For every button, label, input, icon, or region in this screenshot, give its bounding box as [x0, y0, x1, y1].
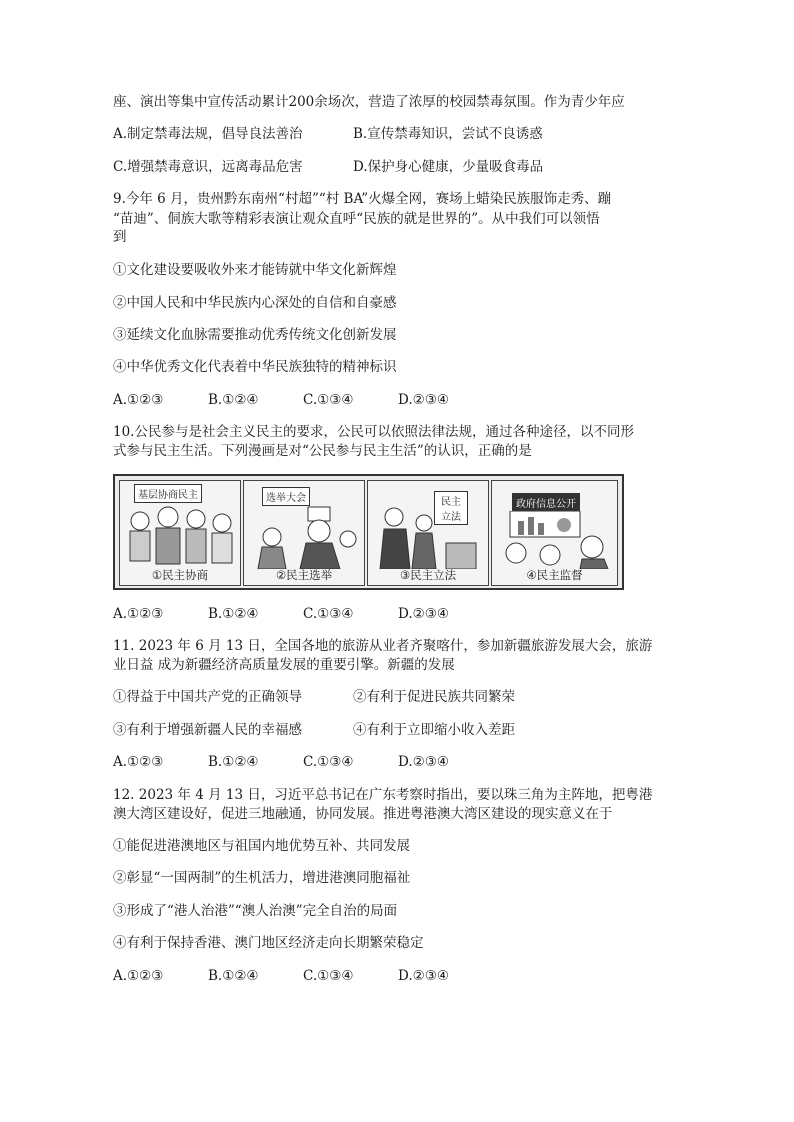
- q10-option-d[interactable]: D.②③④: [398, 606, 449, 622]
- q10-stem-line1: 10.公民参与是社会主义民主的要求，公民可以依照法律法规，通过各种途径，以不同形: [113, 424, 634, 440]
- q12-statement-2: ②彰显“一国两制”的生机活力，增进港澳同胞福祉: [113, 870, 411, 886]
- q8-option-b[interactable]: B.宣传禁毒知识，尝试不良诱惑: [353, 126, 543, 142]
- q11-stem-line1: 11. 2023 年 6 月 13 日，全国各地的旅游从业者齐聚喀什，参加新疆旅游发展大会，旅游: [113, 638, 653, 654]
- comic-panel-3: [367, 480, 489, 586]
- q12-option-d[interactable]: D.②③④: [398, 968, 449, 984]
- comic-figures-3: [372, 503, 484, 569]
- q9-stem-line1: 9.今年 6 月，贵州黔东南州“村超”“村 BA”火爆全网，赛场上蜡染民族服饰走秀、蹦: [113, 191, 612, 207]
- q12-stem-line2: 澳大湾区建设好，促进三地融通，协同发展。推进粤港澳大湾区建设的现实意义在于: [113, 806, 613, 822]
- comic-sign-1: 基层协商民主: [134, 484, 202, 503]
- comic-panel-2: [243, 480, 365, 586]
- comic-caption-3: ③民主立法: [399, 568, 457, 582]
- q10-stem-line2: 式参与民主生活。下列漫画是对“公民参与民主生活”的认识，正确的是: [113, 443, 532, 459]
- q9-option-a[interactable]: A.①②③: [113, 392, 164, 408]
- comic-sign-3: 民主立法: [434, 491, 468, 525]
- q12-option-b[interactable]: B.①②④: [208, 968, 259, 984]
- q9-option-c[interactable]: C.①③④: [303, 392, 354, 408]
- q9-statement-3: ③延续文化血脉需要推动优秀传统文化创新发展: [113, 327, 397, 343]
- q11-statement-4: ④有利于立即缩小收入差距: [353, 722, 515, 738]
- q9-stem-line3: 到: [113, 229, 127, 245]
- q11-statement-3: ③有利于增强新疆人民的幸福感: [113, 722, 302, 738]
- q12-option-a[interactable]: A.①②③: [113, 968, 164, 984]
- q12-statement-4: ④有利于保持香港、澳门地区经济走向长期繁荣稳定: [113, 935, 424, 951]
- q11-option-a[interactable]: A.①②③: [113, 754, 164, 770]
- q9-statement-2: ②中国人民和中华民族内心深处的自信和自豪感: [113, 295, 397, 311]
- comic-panel-4: [491, 480, 618, 586]
- q8-option-a[interactable]: A.制定禁毒法规，倡导良法善治: [113, 126, 303, 142]
- comic-caption-4: ④民主监督: [526, 568, 583, 582]
- q11-option-d[interactable]: D.②③④: [398, 754, 449, 770]
- q9-stem-line2: “苗迪”、侗族大歌等精彩表演让观众直呼“民族的就是世界的”。从中我们可以领悟: [113, 211, 600, 227]
- q11-statement-1: ①得益于中国共产党的正确领导: [113, 689, 302, 705]
- q10-option-a[interactable]: A.①②③: [113, 606, 164, 622]
- comic-sign-2: 选举大会: [262, 487, 310, 506]
- q12-statement-1: ①能促进港澳地区与祖国内地优势互补、共同发展: [113, 838, 410, 854]
- comic-caption-2: ②民主选举: [275, 568, 333, 582]
- q10-option-b[interactable]: B.①②④: [208, 606, 259, 622]
- q11-stem-line2: 业日益 成为新疆经济高质量发展的重要引擎。新疆的发展: [113, 657, 455, 673]
- comic-panel-1: [119, 480, 241, 586]
- q9-statement-4: ④中华优秀文化代表着中华民族独特的精神标识: [113, 359, 397, 375]
- q8-option-c[interactable]: C.增强禁毒意识，远离毒品危害: [113, 159, 303, 175]
- q11-statement-2: ②有利于促进民族共同繁荣: [353, 689, 515, 705]
- q10-option-c[interactable]: C.①③④: [303, 606, 354, 622]
- q8-option-d[interactable]: D.保护身心健康，少量吸食毒品: [353, 159, 544, 175]
- comic-figures-2: [248, 503, 360, 569]
- comic-caption-1: ①民主协商: [151, 568, 209, 582]
- comic-sign-4: 政府信息公开: [512, 493, 580, 512]
- q9-option-d[interactable]: D.②③④: [398, 392, 449, 408]
- q8-text: 座、演出等集中宣传活动累计200余场次，营造了浓厚的校园禁毒氛围。作为青少年应: [113, 94, 625, 110]
- q11-option-b[interactable]: B.①②④: [208, 754, 259, 770]
- q9-statement-1: ①文化建设要吸收外来才能铸就中华文化新辉煌: [113, 262, 397, 278]
- q11-option-c[interactable]: C.①③④: [303, 754, 354, 770]
- q12-statement-3: ③形成了“港人治港”“澳人治澳”完全自治的局面: [113, 903, 398, 919]
- q10-comic-image: [113, 474, 624, 590]
- q12-option-c[interactable]: C.①③④: [303, 968, 354, 984]
- comic-figures-4: [496, 511, 614, 569]
- comic-figures-1: [124, 503, 236, 569]
- q12-stem-line1: 12. 2023 年 4 月 13 日，习近平总书记在广东考察时指出，要以珠三角为主阵地，把粤港: [113, 787, 653, 803]
- q9-option-b[interactable]: B.①②④: [208, 392, 259, 408]
